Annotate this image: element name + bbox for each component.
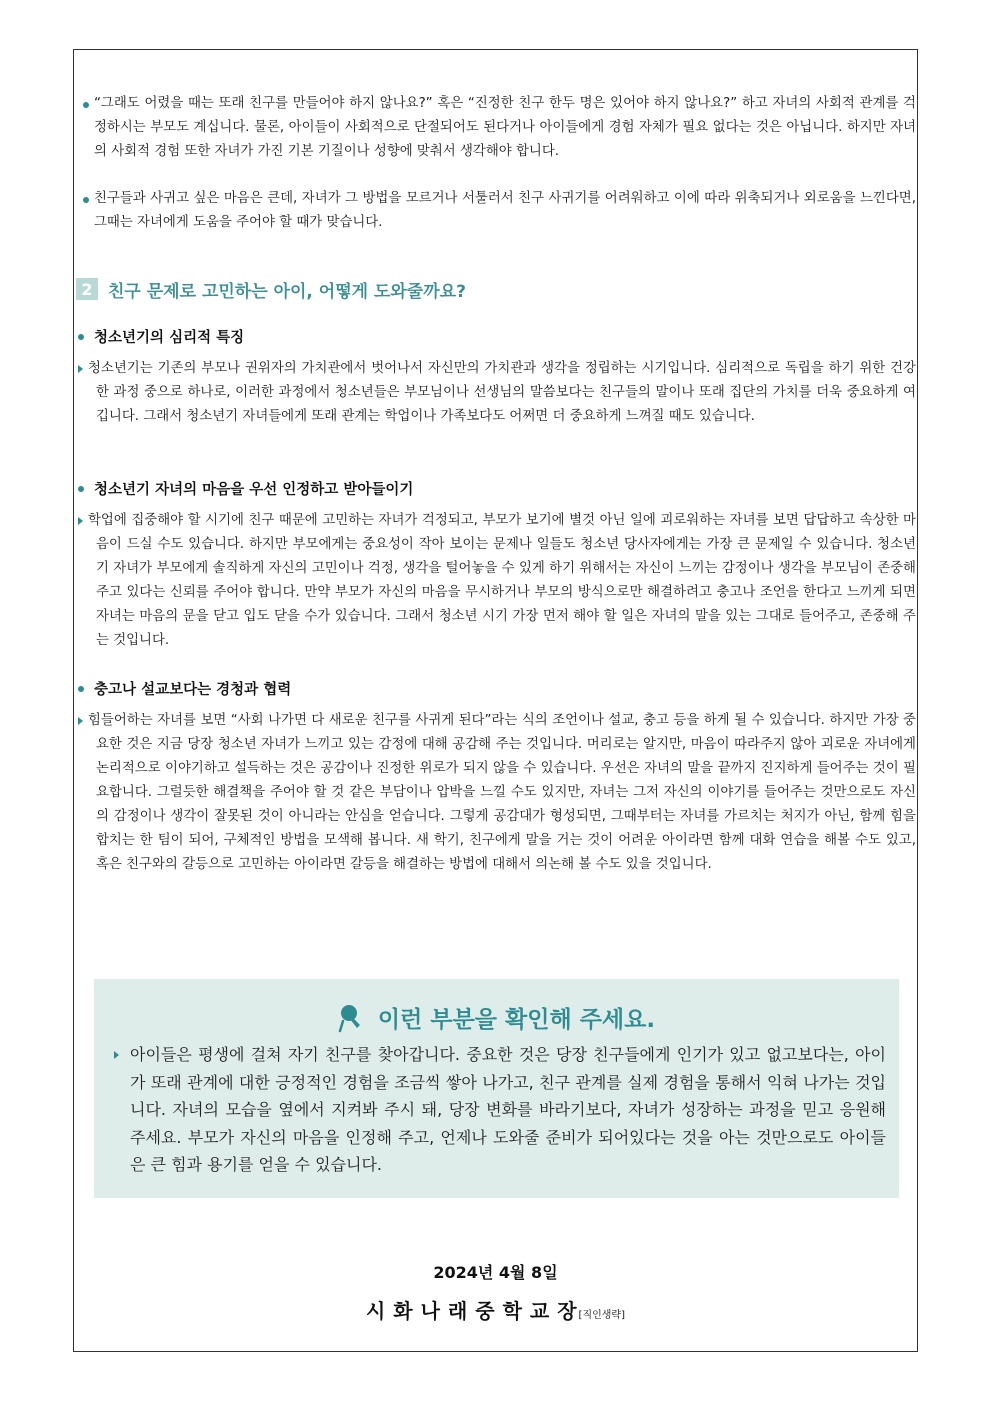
signer-name: 시화나래중학교장 [365,1299,585,1323]
notice-title: 이런 부분을 확인해 주세요. [94,1001,899,1039]
subsection-text-3: 힘들어하는 자녀를 보면 “사회 나가면 다 새로운 친구를 사귀게 된다”라는 식의 조언이나 설교, 충고 등을 하게 될 수 있습니다. 하지만 가장 중요한 것은 지금 당장 청소년 자녀가 느끼고 있는 감정에 대해 공감해 주는 것입니다. 머리로는 알지만, 마음이 따라주지 않아 괴로운 자녀에게 논리적으로 이야기하고 설득하는 것은 공감이나 진정한 위로가 되지 않을 수 있습니다. 우선은 자녀의 말을 끝까지 진지하게 들어주는 것이 필요합니다. 그럴듯한 해결책을 주어야 할 것 같은 부담이나 압박을 느낄 수도 있지만, 자녀는 그저 자신의 이야기를 들어주는 것만으로도 자신의 감정이나 생각이 잘못된 것이 아니라는 안심을 얻습니다. 그렇게 공감대가 형성되면, 그때부터는 자녀를 가르치는 처지가 아닌, 함께 힘을 합치는 한 팀이 되어, 구체적인 방법을 모색해 봅니다. 새 학기, 친구에게 말을 거는 것이 어려운 아이라면 함께 대화 연습을 해볼 수도 있고, 혹은 친구와의 갈등으로 고민하는 아이라면 갈등을 해결하는 방법에 대해서 의논해 볼 수도 있을 것입니다. [78,709,916,877]
bullet-dot [78,686,84,692]
bullet-dot [78,486,84,492]
section-heading [76,276,466,302]
subsection-heading-2: 청소년기 자녀의 마음을 우선 인정하고 받아들이기 [78,478,413,499]
section-title: 친구 문제로 고민하는 아이, 어떻게 도와줄까요? [108,281,466,302]
intro-paragraph-1: “그래도 어렸을 때는 또래 친구를 만들어야 하지 않나요?” 혹은 “진정한 친구 한두 명은 있어야 하지 않나요?” 하고 자녀의 사회적 관계를 걱정하시는 부모도 계십니다. 물론, 아이들이 사회적으로 단절되어도 된다거나 아이들에게 경험 자체가 필요 없다는 것은 아닙니다. 하지만 자녀의 사회적 경험 또한 자녀가 가진 기본 기질이나 성향에 맞춰서 생각해야 합니다. [88,92,916,164]
document-frame [73,49,918,1352]
subsection-heading-3: 충고나 설교보다는 경청과 협력 [78,678,291,699]
arrow-bullet-icon [114,1051,119,1059]
pushpin-icon [338,1003,366,1039]
arrow-bullet-icon [78,365,83,373]
notice-box [94,979,899,1198]
subsection-text-2: 학업에 집중해야 할 시기에 친구 때문에 고민하는 자녀가 걱정되고, 부모가 보기에 별것 아닌 일에 괴로워하는 자녀를 보면 답답하고 속상한 마음이 드실 수도 있습니다. 하지만 부모에게는 중요성이 작아 보이는 문제나 일들도 청소년 당사자에게는 가장 큰 문제일 수 있습니다. 청소년기 자녀가 부모에게 솔직하게 자신의 고민이나 걱정, 생각을 털어놓을 수 있게 하기 위해서는 자신이 느끼는 감정이나 생각을 부모님이 존중해주고 있다는 신뢰를 주어야 합니다. 만약 부모가 자신의 마음을 무시하거나 부모의 방식으로만 해결하려고 충고나 조언을 한다고 느끼게 되면 자녀는 마음의 문을 닫고 입도 닫을 수가 있습니다. 그래서 청소년 시기 가장 먼저 해야 할 일은 자녀의 말을 있는 그대로 들어주고, 존중해 주는 것입니다. [78,509,916,653]
seal-note: [직인생략] [578,1310,625,1321]
subsection-text-1: 청소년기는 기존의 부모나 권위자의 가치관에서 벗어나서 자신만의 가치관과 생각을 정립하는 시기입니다. 심리적으로 독립을 하기 위한 건강한 과정 중으로 하나로, 이러한 과정에서 청소년들은 부모님이나 선생님의 말씀보다는 친구들의 말이나 또래 집단의 가치를 더욱 중요하게 여깁니다. 그래서 청소년기 자녀들에게 또래 관계는 학업이나 가족보다도 어쩌면 더 중요하게 느껴질 때도 있습니다. [78,357,916,429]
notice-text: 아이들은 평생에 걸쳐 자기 친구를 찾아갑니다. 중요한 것은 당장 친구들에게 인기가 있고 없고보다는, 아이가 또래 관계에 대한 긍정적인 경험을 조금씩 쌓아 나가고, 친구 관계를 실제 경험을 통해서 익혀 나가는 것입니다. 자녀의 모습을 옆에서 지켜봐 주시 돼, 당장 변화를 바라기보다, 자녀가 성장하는 과정을 믿고 응원해 주세요. 부모가 자신의 마음을 인정해 주고, 언제나 도와줄 준비가 되어있다는 것을 아는 것만으로도 아이들은 큰 힘과 용기를 얻을 수 있습니다. [114,1041,886,1179]
bullet-dot [83,197,89,203]
subsection-heading-1: 청소년기의 심리적 특징 [78,326,244,347]
signer [74,1295,917,1324]
section-number: 2 [76,278,98,300]
bullet-dot [83,102,89,108]
arrow-bullet-icon [78,517,83,525]
bullet-dot [78,334,84,340]
intro-paragraph-2: 친구들과 사귀고 싶은 마음은 큰데, 자녀가 그 방법을 모르거나 서툴러서 친구 사귀기를 어려워하고 이에 따라 위축되거나 외로움을 느낀다면, 그때는 자녀에게 도움을 주어야 할 때가 맞습니다. [88,187,916,235]
arrow-bullet-icon [78,717,83,725]
issue-date: 2024년 4월 8일 [433,1263,558,1282]
